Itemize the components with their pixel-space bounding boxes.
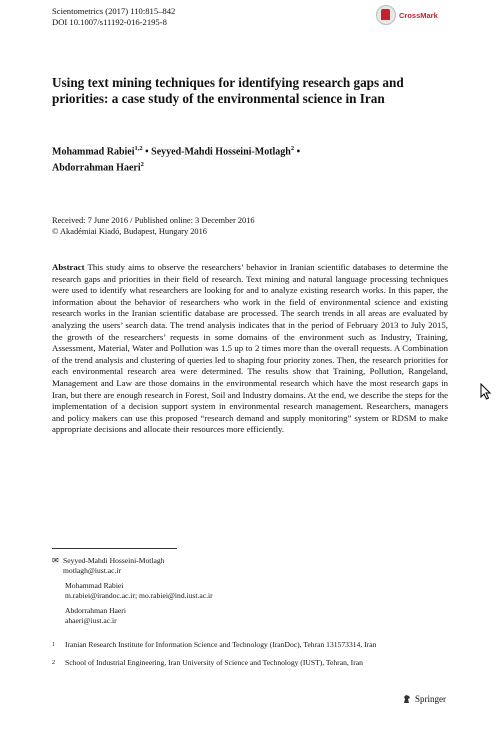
abstract [52,262,448,436]
contact-name: Seyyed-Mahdi Hosseini-Motlagh [63,556,165,565]
contact-entry [65,581,352,601]
author-list [52,142,432,175]
contact-entry [65,606,352,626]
contact-name: Abdorrahman Haeri [65,606,126,615]
crossmark-badge[interactable] [376,4,446,26]
mouse-cursor-icon [480,383,492,401]
received-published: Received: 7 June 2016 / Published online: 3 December 2016 [52,216,255,225]
author-name: Mohammad Rabiei [52,146,135,158]
author-name: Abdorrahman Haeri [52,162,141,174]
contact-email[interactable]: m.rabiei@irandoc.ac.ir; mo.rabiei@ind.iust.ac.ir [65,591,213,600]
publisher-name: Springer [415,694,446,704]
contact-email[interactable]: ahaeri@iust.ac.ir [65,616,117,625]
doi: DOI 10.1007/s11192-016-2195-8 [52,17,167,27]
affiliation-number: 1 [52,642,55,648]
envelope-icon: ✉ [52,556,59,565]
author-affil-ref: 2 [140,161,144,169]
author-separator: • [294,146,301,158]
publisher-logo [402,694,446,704]
affiliation-text: Iranian Research Institute for Information Science and Technology (IranDoc), Tehran 131573314, Iran [65,640,377,649]
contact-name: Mohammad Rabiei [65,581,124,590]
copyright: © Akadémiai Kiadó, Budapest, Hungary 2016 [52,226,207,236]
affiliation-text: School of Industrial Engineering, Iran University of Science and Technology (IUST), Tehran, Iran [65,658,363,667]
abstract-text: This study aims to observe the researchers’ behavior in Iranian scientific databases to determine the research gaps and priorities in their field of research. Text mining and natural language processing techniques were used to identify what researchers are looking for and to analyze existing research works. In this paper, the information about the behavior of researchers who work in the field of environmental science and existing research works in the Iranian scientific database are processed. The search trends in all areas are evaluated by analyzing the users’ search data. The trend analysis indicates that in the period of February 2013 to July 2015, the growth of the researchers’ requests in some domains of the environment such as Industry, Training, Assessment, Material, Water and Pollution was 1.5 up to 2 times more than the overall requests. A Combination of the trend analysis and clustering of queries led to shaping four priority zones. Then, the research priorities for each environmental research area were determined. The results show that Training, Pollution, Rangeland, Management and Law are those domains in the environmental research which have the most research gaps in Iran, but there are enough research in Forest, Soil and Industry domains. At the end, we describe the steps for the implementation of a decision support system in environmental research management. Researchers, managers and policy makers can use this proposed “research demand and supply monitoring” system or RDSM to make appropriate decisions and allocate their resources more efficiently. [52,262,448,435]
contact-entry [52,556,352,576]
contact-list [52,556,352,631]
journal-header [52,6,175,28]
affiliation [52,658,452,668]
author-affil-ref: 2 [290,145,295,152]
springer-horse-icon [402,694,412,704]
journal-citation: Scientometrics (2017) 110:815–842 [52,6,176,16]
affiliation [52,640,452,650]
paper-title: Using text mining techniques for identifying research gaps and priorities: a case study of the environmental science in Iran [52,75,404,106]
author-name: Seyyed-Mahdi Hosseini-Motlagh [151,146,291,158]
crossmark-label: CrossMark [399,10,438,20]
footnote-divider [52,548,177,549]
author-separator: • [142,146,152,158]
abstract-label: Abstract [52,262,85,272]
contact-email[interactable]: motlagh@iust.ac.ir [63,566,122,575]
affiliation-list [52,640,452,676]
publication-dates [52,216,432,237]
affiliation-number: 2 [52,660,55,666]
author-affil-ref: 1,2 [134,145,143,152]
crossmark-icon [376,5,396,25]
